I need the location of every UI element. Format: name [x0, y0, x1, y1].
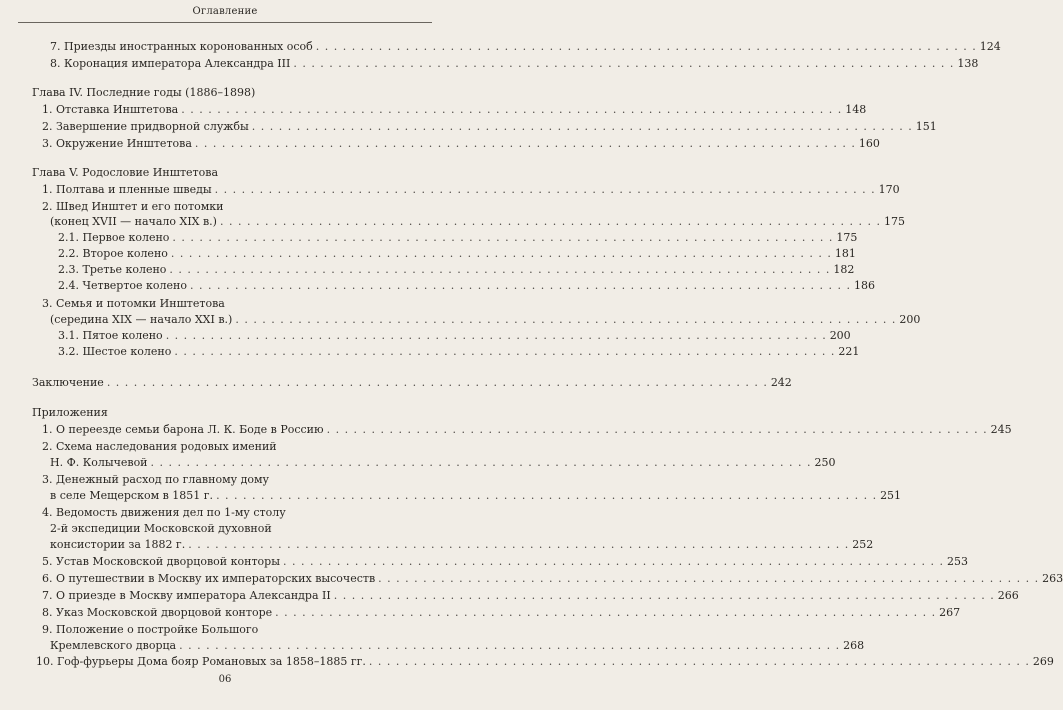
toc-entry-page: 148: [845, 103, 867, 116]
toc-entry: [0, 181, 900, 199]
leader-dots: . . . . . . . . . . . . . . . . . . . . . . . . . . . . . . . . . . . . . . . . . . . . . . . . . . . . . . . . . . . . . . . . . . . . . . . . . .: [368, 655, 1030, 668]
leader-dots: . . . . . . . . . . . . . . . . . . . . . . . . . . . . . . . . . . . . . . . . . . . . . . . . . . . . . . . . . . . . . . . . . . . . . . . . . .: [315, 40, 977, 53]
toc-entry: [0, 118, 937, 136]
toc-subentry: [0, 343, 860, 361]
toc-entry-page: 268: [843, 639, 865, 652]
toc-entry-page: 124: [979, 40, 1001, 53]
toc-entry: [0, 553, 968, 571]
toc-entry: [0, 38, 1001, 56]
toc-entry-page: 182: [833, 263, 855, 276]
toc-entry-page: 151: [915, 120, 937, 133]
toc-entry-title: Кремлевского дворца: [50, 639, 177, 652]
leader-dots: . . . . . . . . . . . . . . . . . . . . . . . . . . . . . . . . . . . . . . . . . . . . . . . . . . . . . . . . . . . . . . . . . . . . . . . . . .: [326, 423, 988, 436]
leader-dots: . . . . . . . . . . . . . . . . . . . . . . . . . . . . . . . . . . . . . . . . . . . . . . . . . . . . . . . . . . . . . . . . . . . . . . . . . .: [219, 215, 881, 228]
toc-entry-title: 2.1. Первое колено: [58, 231, 170, 244]
toc-entry: [0, 570, 1063, 588]
toc-entry-page: 160: [858, 137, 880, 150]
toc-entry-page: 186: [854, 279, 875, 292]
toc-entry-title: 1. О переезде семьи барона Л. К. Боде в Россию: [42, 423, 324, 436]
toc-entry-page: 242: [770, 376, 792, 389]
leader-dots: . . . . . . . . . . . . . . . . . . . . . . . . . . . . . . . . . . . . . . . . . . . . . . . . . . . . . . . . . . . . . . . . . . . . . . . . . .: [106, 376, 768, 389]
toc-entry-title: 7. О приезде в Москву императора Александра II: [42, 589, 331, 602]
toc-entry-title: 5. Устав Московской дворцовой конторы: [42, 555, 280, 568]
toc-entry-page: 200: [899, 313, 921, 326]
leader-dots: . . . . . . . . . . . . . . . . . . . . . . . . . . . . . . . . . . . . . . . . . . . . . . . . . . . . . . . . . . . . . . . . . . . . . . . . . .: [172, 231, 834, 244]
toc-entry-continuation: [0, 454, 836, 472]
toc-entry-page: 181: [834, 247, 856, 260]
chapter-heading: [0, 404, 450, 422]
leader-dots: . . . . . . . . . . . . . . . . . . . . . . . . . . . . . . . . . . . . . . . . . . . . . . . . . . . . . . . . . . . . . . . . . . . . . . . . . .: [216, 489, 878, 502]
toc-subentry: [0, 277, 875, 295]
toc-entry: [0, 374, 792, 392]
leader-dots: . . . . . . . . . . . . . . . . . . . . . . . . . . . . . . . . . . . . . . . . . . . . . . . . . . . . . . . . . . . . . . . . . . . . . . . . . .: [333, 589, 995, 602]
toc-entry: [0, 421, 1012, 439]
toc-entry-title: консистории за 1882 г.: [50, 538, 186, 551]
toc-entry-page: 221: [838, 345, 860, 358]
leader-dots: . . . . . . . . . . . . . . . . . . . . . . . . . . . . . . . . . . . . . . . . . . . . . . . . . . . . . . . . . . . . . . . . . . . . . . . . . .: [188, 538, 850, 551]
toc-entry: [0, 55, 979, 73]
leader-dots: . . . . . . . . . . . . . . . . . . . . . . . . . . . . . . . . . . . . . . . . . . . . . . . . . . . . . . . . . . . . . . . . . . . . . . . . . .: [378, 572, 1040, 585]
leader-dots: . . . . . . . . . . . . . . . . . . . . . . . . . . . . . . . . . . . . . . . . . . . . . . . . . . . . . . . . . . . . . . . . . . . . . . . . . .: [181, 103, 843, 116]
toc-entry-page: 263: [1042, 572, 1063, 585]
leader-dots: . . . . . . . . . . . . . . . . . . . . . . . . . . . . . . . . . . . . . . . . . . . . . . . . . . . . . . . . . . . . . . . . . . . . . . . . . .: [190, 279, 851, 292]
leader-dots: . . . . . . . . . . . . . . . . . . . . . . . . . . . . . . . . . . . . . . . . . . . . . . . . . . . . . . . . . . . . . . . . . . . . . . . . . .: [251, 120, 913, 133]
toc-entry-title: 1. Отставка Инштетова: [42, 103, 179, 116]
toc-entry-title: 6. О путешествии в Москву их императорских высочеств: [42, 572, 376, 585]
toc-entry: [0, 135, 880, 153]
toc-entry: [0, 604, 961, 622]
page-number: 06: [218, 674, 232, 685]
toc-entry-page: 252: [852, 538, 874, 551]
toc-entry-title: 8. Коронация императора Александра III: [50, 57, 291, 70]
leader-dots: . . . . . . . . . . . . . . . . . . . . . . . . . . . . . . . . . . . . . . . . . . . . . . . . . . . . . . . . . . . . . . . . . . . . . . . . . .: [170, 247, 832, 260]
toc-entry-title: 3. Окружение Инштетова: [42, 137, 192, 150]
toc-entry-page: 267: [939, 606, 961, 619]
toc-entry-title: 3. Семья и потомки Инштетова: [42, 297, 225, 310]
toc-entry-page: 170: [878, 183, 900, 196]
toc-entry-page: 266: [997, 589, 1019, 602]
leader-dots: . . . . . . . . . . . . . . . . . . . . . . . . . . . . . . . . . . . . . . . . . . . . . . . . . . . . . . . . . . . . . . . . . . . . . . . . . .: [179, 639, 841, 652]
toc-entry-title: 2-й экспедиции Московской духовной: [50, 522, 272, 535]
toc-entry-page: 200: [829, 329, 851, 342]
toc-entry-page: 253: [946, 555, 968, 568]
toc-entry-page: 250: [814, 456, 836, 469]
toc-entry-page: 245: [990, 423, 1012, 436]
toc-entry-page: 175: [836, 231, 858, 244]
leader-dots: . . . . . . . . . . . . . . . . . . . . . . . . . . . . . . . . . . . . . . . . . . . . . . . . . . . . . . . . . . . . . . . . . . . . . . . . . .: [235, 313, 897, 326]
toc-entry: [0, 587, 1019, 605]
leader-dots: . . . . . . . . . . . . . . . . . . . . . . . . . . . . . . . . . . . . . . . . . . . . . . . . . . . . . . . . . . . . . . . . . . . . . . . . . .: [293, 57, 955, 70]
leader-dots: . . . . . . . . . . . . . . . . . . . . . . . . . . . . . . . . . . . . . . . . . . . . . . . . . . . . . . . . . . . . . . . . . . . . . . . . . .: [174, 345, 836, 358]
toc-entry-page: 269: [1032, 655, 1054, 668]
toc-entry-title: Заключение: [32, 376, 104, 389]
toc-entry-title: 7. Приезды иностранных коронованных особ: [50, 40, 313, 53]
toc-entry-page: 175: [883, 215, 905, 228]
toc-entry-title: Н. Ф. Колычевой: [50, 456, 148, 469]
running-header: Оглавление: [192, 6, 258, 17]
leader-dots: . . . . . . . . . . . . . . . . . . . . . . . . . . . . . . . . . . . . . . . . . . . . . . . . . . . . . . . . . . . . . . . . . . . . . . . . . .: [214, 183, 876, 196]
chapter-title: Глава V. Родословие Инштетова: [32, 166, 219, 179]
chapter-title: Приложения: [32, 406, 108, 419]
leader-dots: . . . . . . . . . . . . . . . . . . . . . . . . . . . . . . . . . . . . . . . . . . . . . . . . . . . . . . . . . . . . . . . . . . . . . . . . . .: [169, 263, 831, 276]
toc-entry-title: 9. Положение о постройке Большого: [42, 623, 259, 636]
chapter-title: Глава IV. Последние годы (1886–1898): [32, 86, 256, 99]
leader-dots: . . . . . . . . . . . . . . . . . . . . . . . . . . . . . . . . . . . . . . . . . . . . . . . . . . . . . . . . . . . . . . . . . . . . . . . . . .: [282, 555, 944, 568]
toc-entry-title: (конец XVII — начало XIX в.): [50, 215, 217, 228]
toc-entry-title: 2. Схема наследования родовых имений: [42, 440, 277, 453]
toc-entry: [0, 101, 867, 119]
header-rule: [18, 22, 432, 23]
toc-entry-continuation: [0, 487, 902, 505]
toc-entry-title: 2. Швед Инштет и его потомки: [42, 200, 224, 213]
toc-entry-page: 251: [880, 489, 902, 502]
leader-dots: . . . . . . . . . . . . . . . . . . . . . . . . . . . . . . . . . . . . . . . . . . . . . . . . . . . . . . . . . . . . . . . . . . . . . . . . . .: [194, 137, 856, 150]
toc-entry-title: 2.3. Третье колено: [58, 263, 167, 276]
chapter-heading: [0, 84, 450, 102]
toc-entry-page: 138: [957, 57, 979, 70]
leader-dots: . . . . . . . . . . . . . . . . . . . . . . . . . . . . . . . . . . . . . . . . . . . . . . . . . . . . . . . . . . . . . . . . . . . . . . . . . .: [275, 606, 937, 619]
toc-entry-title: 2. Завершение придворной службы: [42, 120, 249, 133]
toc-entry-title: 2.2. Второе колено: [58, 247, 168, 260]
toc-entry-title: (середина XIX — начало XXI в.): [50, 313, 233, 326]
chapter-heading: [0, 164, 450, 182]
toc-entry-title: 8. Указ Московской дворцовой конторе: [42, 606, 273, 619]
toc-entry: [0, 653, 1054, 671]
leader-dots: . . . . . . . . . . . . . . . . . . . . . . . . . . . . . . . . . . . . . . . . . . . . . . . . . . . . . . . . . . . . . . . . . . . . . . . . . .: [165, 329, 827, 342]
toc-entry-title: 3.1. Пятое колено: [58, 329, 163, 342]
toc-entry-title: 3. Денежный расход по главному дому: [42, 473, 270, 486]
toc-entry-title: 4. Ведомость движения дел по 1-му столу: [42, 506, 286, 519]
toc-entry-title: в селе Мещерском в 1851 г.: [50, 489, 214, 502]
toc-entry-title: 3.2. Шестое колено: [58, 345, 172, 358]
toc-entry-continuation: [0, 536, 874, 554]
toc-entry-title: 1. Полтава и пленные шведы: [42, 183, 212, 196]
leader-dots: . . . . . . . . . . . . . . . . . . . . . . . . . . . . . . . . . . . . . . . . . . . . . . . . . . . . . . . . . . . . . . . . . . . . . . . . . .: [150, 456, 812, 469]
toc-entry-title: 10. Гоф-фурьеры Дома бояр Романовых за 1858–1885 гг.: [36, 655, 366, 668]
toc-entry-title: 2.4. Четвертое колено: [58, 279, 187, 292]
